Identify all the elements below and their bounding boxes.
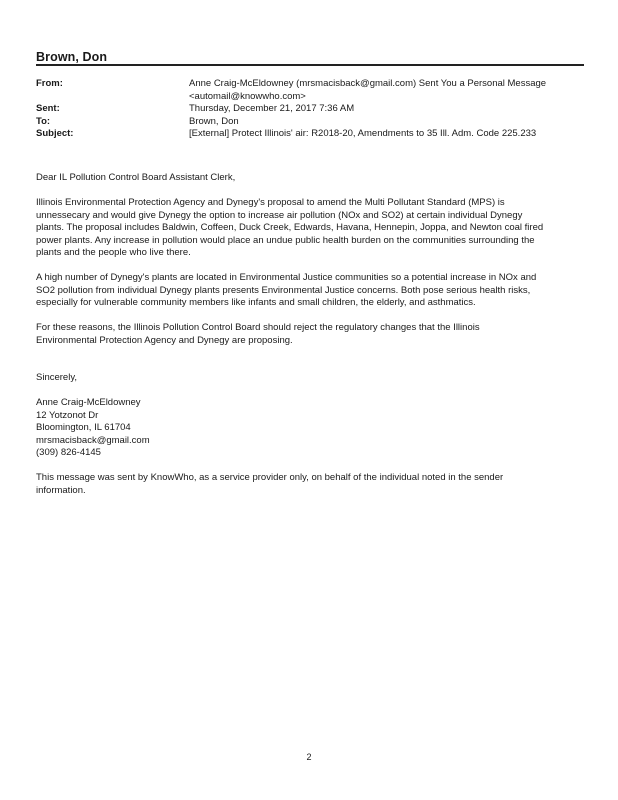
- disclaimer-line: This message was sent by KnowWho, as a service provider only, on behalf of the individual noted in the sender: [36, 472, 504, 483]
- paragraph-2-line: especially for vulnerable community members like infants and small children, the elderly, and asthmatics.: [36, 297, 476, 308]
- subject-value: [External] Protect Illinois' air: R2018-20, Amendments to 35 Ill. Adm. Code 225.233: [189, 128, 537, 139]
- to-value: Brown, Don: [189, 115, 239, 127]
- from-row: [36, 78, 584, 103]
- sent-row: [36, 103, 584, 116]
- recipient-name-heading: Brown, Don: [36, 50, 108, 64]
- from-value: [189, 78, 584, 103]
- paragraph-1-line: Illinois Environmental Protection Agency and Dynegy's proposal to amend the Multi Pollutant Standard (MPS) is: [36, 197, 505, 208]
- sent-label: Sent:: [36, 103, 60, 114]
- greeting: Dear IL Pollution Control Board Assistant Clerk,: [36, 172, 236, 183]
- paragraph-1: [36, 197, 586, 260]
- paragraph-2: [36, 272, 586, 310]
- paragraph-1-line: power plants. Any increase in pollution would place an undue public health burden on the communities surrounding the: [36, 234, 535, 246]
- email-headers: [36, 78, 584, 141]
- signature-city: Bloomington, IL 61704: [36, 422, 131, 433]
- from-value-line1: Anne Craig-McEldowney (mrsmacisback@gmail.com) Sent You a Personal Message: [189, 78, 547, 89]
- paragraph-3: [36, 322, 586, 347]
- signature-email: mrsmacisback@gmail.com: [36, 434, 150, 446]
- paragraph-2-line: SO2 pollution from individual Dynegy plants presents Environmental Justice concerns. Both pose serious health risks,: [36, 284, 531, 296]
- signature-phone: (309) 826-4145: [36, 447, 101, 458]
- page-number: 2: [306, 752, 312, 762]
- subject-row: [36, 128, 584, 141]
- paragraph-1-line: unnessecary and would give Dynegy the option to increase air pollution (NOx and SO2) at certain individual Dynegy: [36, 209, 523, 221]
- email-body: [36, 172, 586, 510]
- from-label: From:: [36, 78, 63, 89]
- paragraph-3-line: For these reasons, the Illinois Pollution Control Board should reject the regulatory changes that the Illinois: [36, 322, 480, 333]
- to-label: To:: [36, 115, 51, 127]
- signature-street: 12 Yotzonot Dr: [36, 409, 99, 421]
- signature-name: Anne Craig-McEldowney: [36, 397, 141, 408]
- to-row: [36, 116, 584, 129]
- disclaimer: [36, 472, 586, 497]
- from-value-line2: <automail@knowwho.com>: [189, 90, 306, 102]
- paragraph-3-line: Environmental Protection Agency and Dynegy are proposing.: [36, 334, 293, 346]
- paragraph-1-line: plants and the people who live there.: [36, 247, 191, 258]
- sent-value: Thursday, December 21, 2017 7:36 AM: [189, 103, 355, 114]
- header-rule: [36, 64, 584, 66]
- signature-block: [36, 397, 586, 460]
- paragraph-1-line: plants. The proposal includes Baldwin, Coffeen, Duck Creek, Edwards, Havana, Hennepin, Joppa, and Newton coal fired: [36, 222, 544, 233]
- disclaimer-line: information.: [36, 484, 86, 496]
- closing: Sincerely,: [36, 372, 78, 383]
- subject-label: Subject:: [36, 128, 74, 139]
- paragraph-2-line: A high number of Dynegy's plants are located in Environmental Justice communities so a potential increase in NOx and: [36, 272, 537, 283]
